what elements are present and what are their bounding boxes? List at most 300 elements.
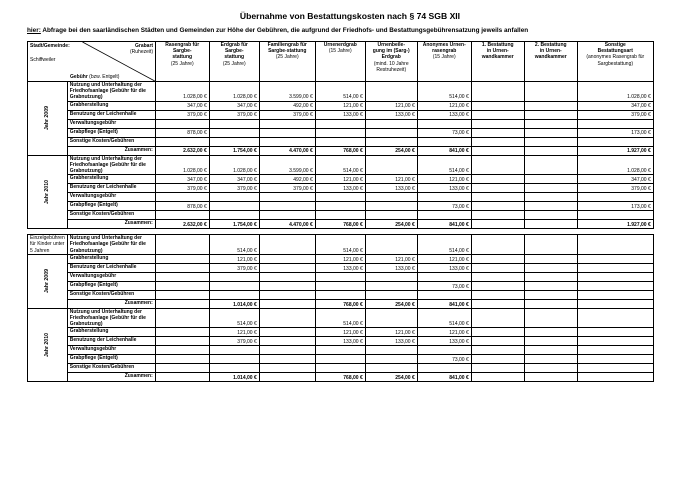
value-cell: [365, 137, 417, 146]
value-cell: [365, 119, 417, 128]
value-cell: [155, 308, 209, 328]
table-row: [28, 193, 654, 202]
value-cell: [155, 254, 209, 263]
page-subtitle: [27, 27, 687, 34]
value-cell: 347,00 €: [209, 175, 259, 184]
value-cell: 514,00 €: [417, 82, 471, 102]
table-row: [28, 119, 654, 128]
total-cell: 841,00 €: [417, 299, 471, 308]
value-cell: 514,00 €: [315, 155, 365, 175]
value-cell: 121,00 €: [315, 101, 365, 110]
row-label: Benutzung der Leichenhalle: [67, 110, 155, 119]
stadt-value: Schiffweiler: [30, 57, 56, 63]
value-cell: [155, 119, 209, 128]
value-cell: [259, 346, 315, 355]
header-col-line: wandkammer: [534, 54, 567, 61]
value-cell: [259, 202, 315, 211]
value-cell: [259, 235, 315, 255]
value-cell: [155, 337, 209, 346]
total-cell: 1.014,00 €: [209, 299, 259, 308]
total-cell: 841,00 €: [417, 373, 471, 382]
value-cell: [524, 290, 577, 299]
header-col-line: stattung: [172, 54, 193, 61]
row-label: Benutzung der Leichenhalle: [67, 184, 155, 193]
value-cell: 121,00 €: [209, 328, 259, 337]
value-cell: [471, 308, 524, 328]
value-cell: 514,00 €: [315, 82, 365, 102]
value-cell: 379,00 €: [209, 184, 259, 193]
table-row: [28, 281, 654, 290]
value-cell: [155, 328, 209, 337]
value-cell: [577, 364, 653, 373]
grabart-sub: (Ruhezeit): [130, 49, 154, 55]
value-cell: [259, 364, 315, 373]
grabart-label: Grabart: [135, 43, 154, 49]
value-cell: 379,00 €: [577, 184, 653, 193]
value-cell: 347,00 €: [155, 175, 209, 184]
value-cell: [471, 119, 524, 128]
table-row: [28, 328, 654, 337]
value-cell: [577, 235, 653, 255]
value-cell: [209, 272, 259, 281]
total-cell: 1.754,00 €: [209, 146, 259, 155]
value-cell: [155, 364, 209, 373]
table-row: [28, 308, 654, 328]
value-cell: 514,00 €: [209, 235, 259, 255]
header-col-line: stattung: [224, 54, 245, 61]
value-cell: 133,00 €: [417, 263, 471, 272]
table-row: [28, 202, 654, 211]
value-cell: [155, 272, 209, 281]
total-cell: [471, 220, 524, 229]
value-cell: [524, 364, 577, 373]
header-col-anonymes-urnenrasengrab: [417, 42, 471, 82]
year-label: Jahr 2010: [44, 179, 51, 204]
row-label: Grabherstellung: [67, 175, 155, 184]
value-cell: 1.028,00 €: [209, 82, 259, 102]
total-cell: 4.470,00 €: [259, 220, 315, 229]
value-cell: [471, 184, 524, 193]
row-label: Grabpflege (Entgelt): [67, 202, 155, 211]
value-cell: [259, 272, 315, 281]
value-cell: 121,00 €: [417, 328, 471, 337]
value-cell: [315, 137, 365, 146]
value-cell: 492,00 €: [259, 175, 315, 184]
value-cell: 1.028,00 €: [577, 155, 653, 175]
value-cell: [471, 254, 524, 263]
value-cell: [471, 211, 524, 220]
value-cell: [471, 193, 524, 202]
value-cell: [524, 355, 577, 364]
totals-row: [28, 299, 654, 308]
value-cell: [524, 272, 577, 281]
header-col-urnenbeilegung: [365, 42, 417, 82]
value-cell: 379,00 €: [155, 110, 209, 119]
subtitle-text: Abfrage bei den saarländischen Städten und Gemeinden zur Höhe der Gebühren, die aufgrund der Friedhofs- und Bestattungsgebührensatzung jeweils anfallen: [40, 27, 529, 34]
value-cell: [209, 281, 259, 290]
value-cell: 133,00 €: [365, 184, 417, 193]
value-cell: 1.028,00 €: [155, 155, 209, 175]
header-col-line: wandkammer: [481, 54, 514, 61]
value-cell: [471, 364, 524, 373]
row-label: Grabpflege (Entgelt): [67, 355, 155, 364]
value-cell: [524, 175, 577, 184]
value-cell: [155, 137, 209, 146]
table-row: [28, 272, 654, 281]
header-col-line: Sargbe-: [224, 48, 244, 55]
value-cell: [365, 346, 417, 355]
value-cell: 1.028,00 €: [155, 82, 209, 102]
header-col-line: Sargbe-stattung: [268, 48, 307, 55]
value-cell: [471, 281, 524, 290]
total-cell: 254,00 €: [365, 373, 417, 382]
table-row: [28, 346, 654, 355]
row-label: Nutzung und Unterhaltung der Friedhofsanlage (Gebühr für die Grabnutzung): [67, 82, 155, 102]
value-cell: [471, 328, 524, 337]
value-cell: [315, 346, 365, 355]
value-cell: [209, 137, 259, 146]
header-col-line: (15 Jahre): [432, 54, 456, 61]
total-cell: [259, 299, 315, 308]
value-cell: [209, 211, 259, 220]
value-cell: [417, 290, 471, 299]
table-row: [28, 101, 654, 110]
value-cell: 133,00 €: [417, 337, 471, 346]
totals-label: Zusammen:: [67, 299, 155, 308]
value-cell: [524, 235, 577, 255]
total-cell: 1.927,00 €: [577, 146, 653, 155]
totals-label: Zusammen:: [67, 146, 155, 155]
total-cell: [471, 299, 524, 308]
total-cell: 4.470,00 €: [259, 146, 315, 155]
value-cell: [365, 193, 417, 202]
value-cell: [365, 235, 417, 255]
row-label: Grabherstellung: [67, 328, 155, 337]
value-cell: [577, 254, 653, 263]
value-cell: [259, 355, 315, 364]
value-cell: 133,00 €: [417, 184, 471, 193]
value-cell: 514,00 €: [209, 308, 259, 328]
header-col-line: in Urnen-: [539, 48, 562, 55]
total-cell: 2.632,00 €: [155, 220, 209, 229]
value-cell: [577, 328, 653, 337]
value-cell: [209, 290, 259, 299]
total-cell: [259, 373, 315, 382]
value-cell: [524, 308, 577, 328]
header-col-line: Sonstige: [604, 42, 626, 48]
value-cell: [417, 364, 471, 373]
header-col-urnenerdgrab: [315, 42, 365, 82]
row-label: Nutzung und Unterhaltung der Friedhofsanlage (Gebühr für die Grabnutzung): [67, 235, 155, 255]
value-cell: [577, 346, 653, 355]
row-label: Nutzung und Unterhaltung der Friedhofsanlage (Gebühr für die Grabnutzung): [67, 155, 155, 175]
value-cell: 173,00 €: [577, 202, 653, 211]
page-title: Übernahme von Bestattungskosten nach § 74 SGB XII: [239, 11, 461, 21]
value-cell: 121,00 €: [417, 254, 471, 263]
value-cell: [209, 119, 259, 128]
value-cell: [471, 110, 524, 119]
value-cell: [315, 119, 365, 128]
total-cell: 768,00 €: [315, 299, 365, 308]
total-cell: [524, 373, 577, 382]
value-cell: [365, 155, 417, 175]
value-cell: 133,00 €: [365, 110, 417, 119]
value-cell: [471, 202, 524, 211]
table-row: [28, 82, 654, 102]
header-col-line: (25 Jahre): [170, 60, 194, 67]
total-cell: 841,00 €: [417, 220, 471, 229]
header-col-line: (anonymes Rasengrab für Sargbestattung): [586, 54, 645, 67]
value-cell: 133,00 €: [365, 263, 417, 272]
totals-label: Zusammen:: [67, 220, 155, 229]
value-cell: [471, 290, 524, 299]
value-cell: 121,00 €: [365, 328, 417, 337]
value-cell: [365, 272, 417, 281]
value-cell: [365, 281, 417, 290]
value-cell: [365, 364, 417, 373]
table-header-row: [28, 42, 654, 82]
total-cell: 1.014,00 €: [209, 373, 259, 382]
total-cell: [155, 373, 209, 382]
value-cell: [315, 193, 365, 202]
table-row: [28, 263, 654, 272]
header-col-erdgrab: [209, 42, 259, 82]
row-label: Verwaltungsgebühr: [67, 346, 155, 355]
value-cell: [417, 211, 471, 220]
value-cell: [471, 101, 524, 110]
value-cell: [524, 328, 577, 337]
total-cell: [524, 146, 577, 155]
value-cell: [155, 355, 209, 364]
value-cell: [524, 211, 577, 220]
stadt-label: Stadt/Gemeinde:: [30, 43, 70, 49]
year-label: Jahr 2009: [44, 269, 51, 294]
value-cell: [471, 82, 524, 102]
value-cell: [417, 193, 471, 202]
value-cell: [471, 155, 524, 175]
value-cell: [259, 119, 315, 128]
value-cell: [524, 263, 577, 272]
row-label: Sonstige Kosten/Gebühren: [67, 364, 155, 373]
value-cell: 121,00 €: [209, 254, 259, 263]
value-cell: [315, 211, 365, 220]
value-cell: 133,00 €: [315, 337, 365, 346]
value-cell: 347,00 €: [577, 175, 653, 184]
value-cell: [209, 346, 259, 355]
value-cell: [315, 272, 365, 281]
value-cell: [524, 137, 577, 146]
value-cell: [524, 254, 577, 263]
row-label: Verwaltungsgebühr: [67, 272, 155, 281]
value-cell: 379,00 €: [209, 337, 259, 346]
value-cell: 73,00 €: [417, 202, 471, 211]
header-col-urnenwandkammer-1: [471, 42, 524, 82]
value-cell: 121,00 €: [315, 328, 365, 337]
value-cell: [259, 211, 315, 220]
row-label: Grabherstellung: [67, 101, 155, 110]
value-cell: [471, 346, 524, 355]
total-cell: 254,00 €: [365, 220, 417, 229]
totals-label: Zusammen:: [67, 373, 155, 382]
value-cell: 121,00 €: [365, 254, 417, 263]
value-cell: 121,00 €: [315, 254, 365, 263]
value-cell: [524, 119, 577, 128]
gebuehr-label: Gebühr (bzw. Entgelt): [70, 74, 120, 80]
total-cell: [471, 373, 524, 382]
value-cell: [315, 128, 365, 137]
value-cell: [524, 193, 577, 202]
value-cell: 878,00 €: [155, 202, 209, 211]
value-cell: 73,00 €: [417, 128, 471, 137]
value-cell: [524, 184, 577, 193]
value-cell: [471, 355, 524, 364]
value-cell: 121,00 €: [417, 175, 471, 184]
row-label: Nutzung und Unterhaltung der Friedhofsanlage (Gebühr für die Grabnutzung): [67, 308, 155, 328]
row-label: Sonstige Kosten/Gebühren: [67, 211, 155, 220]
value-cell: [417, 119, 471, 128]
value-cell: [577, 137, 653, 146]
value-cell: [365, 82, 417, 102]
header-col-line: (mind. 10 Jahre Restruhezeit): [373, 60, 409, 73]
value-cell: 133,00 €: [315, 184, 365, 193]
total-cell: 1.754,00 €: [209, 220, 259, 229]
total-cell: [524, 220, 577, 229]
total-cell: 1.927,00 €: [577, 220, 653, 229]
value-cell: [577, 193, 653, 202]
value-cell: [259, 281, 315, 290]
total-cell: [471, 146, 524, 155]
total-cell: [524, 299, 577, 308]
year-cell: [28, 155, 68, 229]
table-row: [28, 355, 654, 364]
value-cell: [259, 337, 315, 346]
value-cell: [315, 290, 365, 299]
header-col-line: Erdgrab: [381, 54, 401, 61]
value-cell: [577, 290, 653, 299]
subtitle-lead: hier:: [27, 27, 41, 34]
header-col-line: (15 Jahre): [328, 48, 352, 55]
table-row: [28, 184, 654, 193]
value-cell: 379,00 €: [209, 110, 259, 119]
table-row: [28, 137, 654, 146]
value-cell: [259, 308, 315, 328]
value-cell: [315, 281, 365, 290]
row-label: Verwaltungsgebühr: [67, 193, 155, 202]
value-cell: [524, 281, 577, 290]
value-cell: 379,00 €: [209, 263, 259, 272]
value-cell: [155, 290, 209, 299]
table-row: [28, 175, 654, 184]
header-col-line: Erdgrab für: [220, 42, 248, 48]
header-col-line: 2. Bestattung: [534, 42, 567, 48]
value-cell: [524, 110, 577, 119]
value-cell: 347,00 €: [577, 101, 653, 110]
value-cell: 492,00 €: [259, 101, 315, 110]
total-cell: [155, 299, 209, 308]
value-cell: 133,00 €: [315, 110, 365, 119]
totals-row: [28, 146, 654, 155]
value-cell: 133,00 €: [417, 110, 471, 119]
value-cell: 121,00 €: [365, 175, 417, 184]
value-cell: [417, 137, 471, 146]
value-cell: [577, 272, 653, 281]
table-row: [28, 235, 654, 255]
value-cell: 73,00 €: [417, 281, 471, 290]
value-cell: [471, 137, 524, 146]
header-col-line: Bestattungsart: [597, 48, 633, 55]
value-cell: [365, 202, 417, 211]
row-label: Benutzung der Leichenhalle: [67, 263, 155, 272]
header-col-urnenwandkammer-2: [524, 42, 577, 82]
header-col-line: Urnenbeile-: [377, 42, 405, 48]
row-label: Grabpflege (Entgelt): [67, 281, 155, 290]
value-cell: [365, 290, 417, 299]
value-cell: [155, 211, 209, 220]
header-corner-cell: [28, 42, 156, 82]
value-cell: [259, 328, 315, 337]
value-cell: [259, 263, 315, 272]
value-cell: [471, 337, 524, 346]
value-cell: [471, 235, 524, 255]
total-cell: 2.632,00 €: [155, 146, 209, 155]
value-cell: [259, 193, 315, 202]
children-section-label: Einzelgebühren für Kinder unter 5 Jahren: [28, 235, 68, 255]
value-cell: [471, 263, 524, 272]
table-row: [28, 290, 654, 299]
value-cell: 73,00 €: [417, 355, 471, 364]
value-cell: [524, 346, 577, 355]
value-cell: [471, 175, 524, 184]
value-cell: 514,00 €: [315, 308, 365, 328]
year-cell: [28, 308, 68, 382]
header-col-line: (25 Jahre): [222, 60, 246, 67]
value-cell: [315, 202, 365, 211]
value-cell: [155, 281, 209, 290]
value-cell: [209, 355, 259, 364]
value-cell: [524, 337, 577, 346]
total-cell: 254,00 €: [365, 299, 417, 308]
value-cell: [471, 128, 524, 137]
value-cell: [365, 128, 417, 137]
total-cell: 841,00 €: [417, 146, 471, 155]
value-cell: [209, 128, 259, 137]
value-cell: [259, 128, 315, 137]
value-cell: 1.028,00 €: [577, 82, 653, 102]
row-label: Sonstige Kosten/Gebühren: [67, 137, 155, 146]
header-col-line: Familiengrab für: [267, 42, 307, 48]
row-label: Verwaltungsgebühr: [67, 119, 155, 128]
header-col-line: Anonymes Urnen-: [422, 42, 466, 48]
value-cell: [577, 263, 653, 272]
value-cell: 347,00 €: [209, 101, 259, 110]
header-col-line: in Urnen-: [486, 48, 509, 55]
value-cell: 1.028,00 €: [209, 155, 259, 175]
header-col-line: gung im (Sarg-): [372, 48, 410, 55]
row-label: Sonstige Kosten/Gebühren: [67, 290, 155, 299]
row-label: Grabpflege (Entgelt): [67, 128, 155, 137]
total-cell: [577, 299, 653, 308]
value-cell: [524, 82, 577, 102]
total-cell: 254,00 €: [365, 146, 417, 155]
value-cell: [155, 346, 209, 355]
year-cell: [28, 82, 68, 156]
value-cell: 121,00 €: [365, 101, 417, 110]
table-row: [28, 211, 654, 220]
value-cell: 379,00 €: [259, 110, 315, 119]
value-cell: [417, 272, 471, 281]
value-cell: [155, 235, 209, 255]
totals-row: [28, 220, 654, 229]
